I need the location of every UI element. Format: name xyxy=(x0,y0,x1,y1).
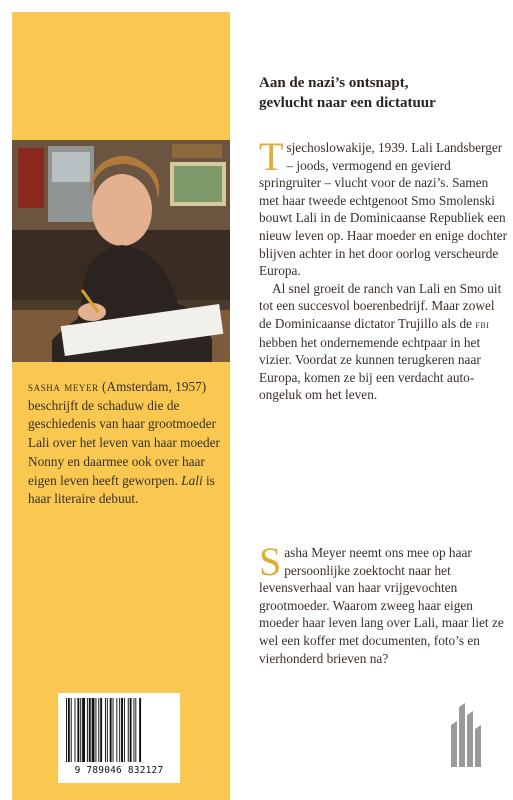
author-bio-part1: (Amsterdam, 1957) beschrijft de schaduw die de geschiedenis van haar grootmoeder Lali over het leven van haar moeder Nonny en daarmee ook over haar eigen leven heeft geworpen. xyxy=(28,379,220,488)
author-bio-part2: is haar literaire debuut. xyxy=(28,472,215,507)
barcode-bars xyxy=(64,698,174,762)
publisher-logo-mark xyxy=(445,701,485,769)
blurb-p1-text: sjechoslowakije, 1939. Lali Landsberger – joods, vermogend en gevierd springruiter – vlucht voor de nazi’s. Samen met haar tweede echtgenoot Smo Smolenski bouwt Lali in de Dominicaanse Republiek een nieuw leven op. Haar moeder en enige dochter blijven achter in het door oorlog verscheurde Europa. xyxy=(259,140,508,279)
drop-cap-s: S xyxy=(259,539,282,584)
headline-line1: Aan de nazi’s ontsnapt, xyxy=(259,75,409,91)
barcode xyxy=(58,693,180,783)
blurb-paragraph-1 xyxy=(259,134,509,280)
author-name: sasha meyer xyxy=(28,380,99,394)
blurb-p2-text-a: Al snel groeit de ranch van Lali en Smo uit tot een succesvol boerenbedrijf. Maar zowel de Dominicaanse dictator Trujillo als de xyxy=(259,280,502,331)
drop-cap-t: T xyxy=(259,134,284,179)
blurb-p2-text-b: hebben het ondernemende echtpaar in het vizier. Voordat ze kunnen terugkeren naar Europa, komen ze bij een verdacht auto-ongeluk om het leven. xyxy=(259,334,481,403)
blurb-main xyxy=(259,134,509,404)
headline xyxy=(259,73,509,113)
author-photo-illustration xyxy=(12,140,230,362)
book-title: Lali xyxy=(181,472,203,488)
blurb-paragraph-2 xyxy=(259,280,509,404)
blurb-p2-fbi: fbi xyxy=(475,316,490,331)
isbn-number: 9 789046 832127 xyxy=(74,765,164,776)
headline-line2: gevlucht naar een dictatuur xyxy=(259,95,436,111)
blurb-author-search xyxy=(259,539,509,667)
blurb-p3-text: asha Meyer neemt ons mee op haar persoonlijke zoektocht naar het levensverhaal van haar vrijgevochten grootmoeder. Waarom zweeg haar eigen moeder haar leven lang over Lali, maar liet ze wel een koffer met documenten, foto’s en vierhonderd brieven na? xyxy=(259,545,504,666)
publisher-logo xyxy=(445,701,485,769)
author-bio xyxy=(28,378,224,509)
author-photo xyxy=(12,140,230,362)
